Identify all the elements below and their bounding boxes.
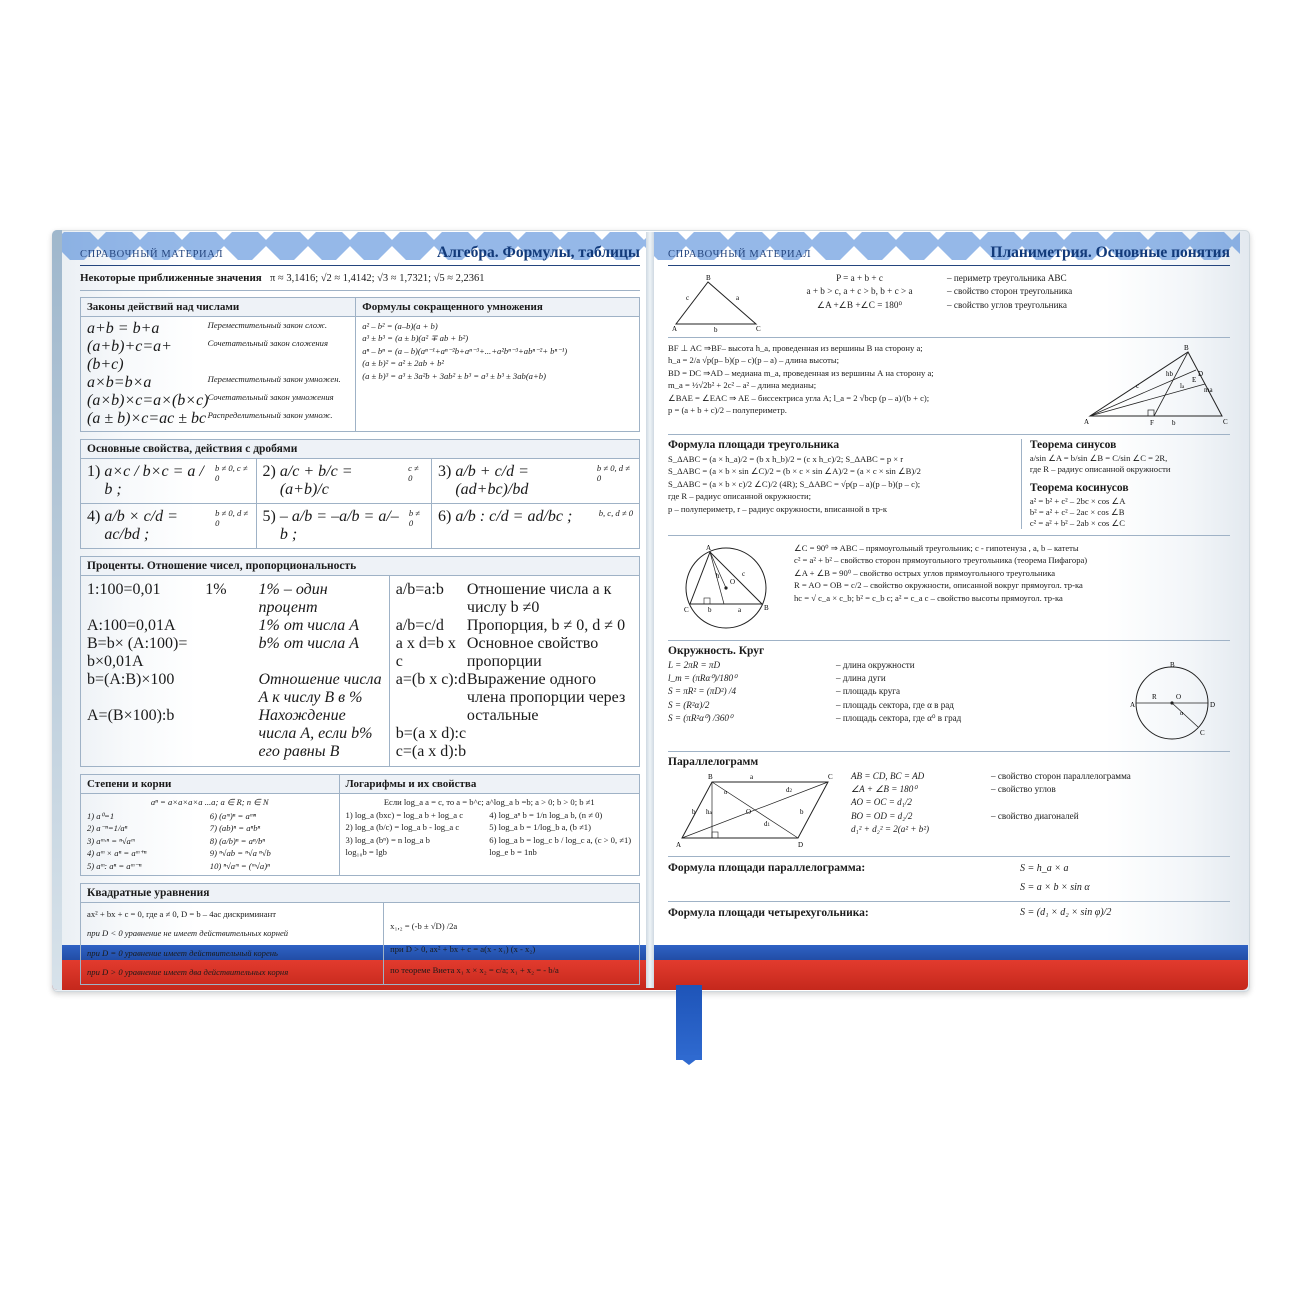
approx-title: Некоторые приближенные значения bbox=[80, 272, 262, 284]
power-row: 7) (ab)ⁿ = aⁿbⁿ bbox=[209, 823, 261, 834]
proportion-formula: a=(b x c):d bbox=[395, 670, 467, 688]
logs-block bbox=[340, 794, 639, 875]
spine bbox=[646, 232, 654, 988]
svg-text:E: E bbox=[1192, 376, 1197, 384]
area-quad-row: S = (d₁ × d₂ × sin φ)/2 bbox=[1020, 907, 1112, 918]
log-row: 1) log_a (bxc) = log_a b + log_a c bbox=[345, 809, 464, 820]
right-triangle-row: hc = √ c_a × c_b; b² = c_b c; a² = c_a c – свойство высоты прямоугол. тр-ка bbox=[794, 592, 1063, 603]
fraction-item bbox=[81, 504, 257, 548]
parallelogram-row bbox=[851, 783, 1230, 796]
right-triangle-row: ∠C = 90⁰ ⇒ ABC – прямоугольный треугольник; с - гипотенуза , a, b – катеты bbox=[794, 543, 1079, 553]
proportion-desc: Выражение одного члена пропорции через остальные bbox=[466, 670, 626, 724]
proportion-row bbox=[396, 617, 633, 635]
fraction-formula: – a/b = –a/b = a/–b ; bbox=[279, 507, 399, 543]
svg-text:B: B bbox=[708, 773, 713, 781]
logs-left-list bbox=[346, 809, 490, 859]
fraction-number: 3) bbox=[438, 462, 452, 480]
parallelogram-figure bbox=[668, 770, 843, 850]
svg-text:ha: ha bbox=[706, 808, 712, 816]
laws-row bbox=[87, 374, 349, 392]
powers-note: aⁿ = a×a×a×a ...a; a ∈ R; n ∈ N bbox=[150, 796, 269, 807]
circle-row bbox=[668, 699, 1106, 712]
percents-row bbox=[87, 707, 383, 761]
percent-value bbox=[205, 617, 258, 635]
height-row: ∠BAE = ∠EAC ⇒ AE – биссектриса угла A; l_a = 2 √bcp (p – a)/(b + c); bbox=[668, 392, 930, 403]
svg-text:hb: hb bbox=[1166, 370, 1173, 378]
svg-text:C: C bbox=[1200, 729, 1205, 737]
parallelogram-block bbox=[668, 751, 1230, 850]
percents-right-list bbox=[390, 576, 639, 766]
fractions-title: Основные свойства, действия с дробями bbox=[81, 440, 639, 459]
quadratic-title: Квадратные уравнения bbox=[81, 884, 639, 903]
fraction-item bbox=[81, 459, 257, 503]
svg-text:C: C bbox=[684, 606, 689, 614]
powers-left-list bbox=[87, 810, 210, 872]
circle-desc: – площадь сектора, где α в рад bbox=[836, 699, 954, 710]
svg-text:B: B bbox=[1170, 661, 1175, 669]
svg-text:A: A bbox=[676, 841, 682, 849]
approx-value: π ≈ 3,1416; √2 ≈ 1,4142; √3 ≈ 1,7321; √5 ≈ 2,2361 bbox=[270, 273, 485, 285]
left-page-header bbox=[80, 244, 640, 266]
log-row: 4) log_aⁿ b = 1/n log_a b, (n ≠ 0) bbox=[489, 809, 603, 820]
svg-text:α: α bbox=[724, 790, 728, 796]
laws-title: Законы действий над числами bbox=[81, 298, 356, 316]
percent-desc: 1% – один процент bbox=[258, 580, 328, 616]
parallelogram-row bbox=[851, 823, 1230, 836]
circle-row bbox=[668, 659, 1106, 672]
fraction-formula: a/b × c/d = ac/bd ; bbox=[104, 507, 178, 543]
short-mult-row: a³ ± b³ = (a ± b)(a² ∓ ab + b²) bbox=[362, 333, 469, 344]
triangle-basic-row bbox=[772, 299, 1230, 312]
proportion-row bbox=[396, 743, 633, 761]
percent-value: 1% bbox=[205, 580, 227, 598]
circle-formula: L = 2πR = πD bbox=[668, 660, 721, 670]
circle-formula: l_m = (πRα⁰)/180⁰ bbox=[668, 673, 737, 684]
law-desc: Сочетательный закон умножения bbox=[207, 391, 334, 402]
laws-and-short-mult-section bbox=[80, 297, 640, 432]
power-row: 8) (a/b)ⁿ = aⁿ/bⁿ bbox=[209, 835, 265, 846]
fraction-condition: b ≠ 0, d ≠ 0 bbox=[215, 507, 249, 528]
height-row: p = (a + b + c)/2 – полупериметр. bbox=[668, 405, 787, 416]
svg-text:d2: d2 bbox=[786, 786, 792, 794]
area-row: где R – радиус описанной окружности; bbox=[668, 491, 812, 502]
percents-section bbox=[80, 556, 640, 767]
power-row: 3) aᵐ·ⁿ = ⁿ√aᵐ bbox=[87, 835, 135, 846]
proportion-row bbox=[396, 725, 633, 743]
right-triangle-figure bbox=[668, 542, 786, 634]
svg-text:O: O bbox=[730, 578, 736, 586]
svg-text:la: la bbox=[1180, 382, 1185, 390]
svg-text:h: h bbox=[716, 572, 720, 580]
area-row: S_ΔABC = (a × h_a)/2 = (b x h_b)/2 = (c x h_c)/2; S_ΔABC = p × r bbox=[668, 454, 904, 464]
circle-desc: – площадь круга bbox=[836, 686, 901, 697]
sine-theorem-row: a/sin ∠A = b/sin ∠B = C/sin ∠C = 2R, bbox=[1029, 453, 1168, 463]
proportion-formula: a/b=c/d bbox=[395, 616, 444, 634]
laws-row bbox=[87, 338, 349, 374]
triangle-desc: – свойство углов треугольника bbox=[947, 299, 1067, 310]
quadratic-row: при D < 0 уравнение не имеет действительных корней bbox=[87, 928, 289, 939]
power-row: 9) ⁿ√ab = ⁿ√a ⁿ√b bbox=[209, 848, 271, 859]
height-row: m_a = ½√2b² + 2c² – a² – длина медианы; bbox=[668, 380, 817, 391]
left-page bbox=[80, 244, 640, 978]
triangle-basic-row bbox=[772, 285, 1230, 298]
proportion-desc bbox=[467, 743, 633, 761]
short-mult-list bbox=[356, 317, 639, 431]
area-quad-block bbox=[668, 901, 1230, 919]
laws-list bbox=[81, 317, 356, 431]
laws-row bbox=[87, 392, 349, 410]
svg-text:B: B bbox=[764, 604, 769, 612]
right-triangle-row: c² = a² + b² – свойство сторон прямоугольного треугольника (теорема Пифагора) bbox=[794, 555, 1088, 566]
circle-title: Окружность. Круг bbox=[668, 645, 765, 657]
law-formula: (a+b)+c=a+(b+c) bbox=[87, 337, 172, 373]
right-header-label: СПРАВОЧНЫЙ МАТЕРИАЛ bbox=[668, 249, 812, 260]
svg-text:C: C bbox=[828, 773, 833, 781]
percent-formula: B=b× (A:100)= b×0,01A bbox=[87, 634, 188, 670]
powers-logs-section bbox=[80, 774, 640, 876]
percent-desc: b% от числа А bbox=[258, 634, 360, 652]
percents-row bbox=[87, 671, 383, 707]
svg-text:c: c bbox=[742, 570, 746, 578]
svg-text:a: a bbox=[750, 773, 754, 781]
circle-row bbox=[668, 685, 1106, 698]
circle-desc: – длина дуги bbox=[836, 673, 886, 684]
triangle-formula: a + b > c, a + c > b, b + c > a bbox=[806, 286, 913, 297]
svg-text:b: b bbox=[714, 326, 718, 332]
right-header-title: Планиметрия. Основные понятия bbox=[990, 244, 1230, 261]
triangle-basics-block bbox=[668, 272, 1230, 332]
proportion-desc: Отношение числа а к числу b ≠0 bbox=[466, 580, 612, 616]
fractions-section bbox=[80, 439, 640, 549]
fraction-formula: a/b + c/d = (ad+bc)/bd bbox=[455, 462, 529, 498]
proportion-desc bbox=[467, 725, 633, 743]
parallelogram-formula: AB = CD, BC = AD bbox=[851, 771, 925, 781]
fraction-condition: c ≠ 0 bbox=[408, 462, 419, 483]
power-row: 4) aᵐ × aⁿ = aᵐ⁺ⁿ bbox=[87, 848, 147, 859]
power-row: 10) ⁿ√aᵐ = (ᵐ√a)ⁿ bbox=[209, 860, 270, 871]
fraction-formula: a×c / b×c = a / b ; bbox=[104, 462, 204, 498]
triangle-desc: – свойство сторон треугольника bbox=[947, 286, 1073, 297]
svg-text:B: B bbox=[1184, 344, 1189, 352]
powers-right-list bbox=[210, 810, 333, 872]
parallelogram-row bbox=[851, 796, 1230, 809]
heights-block bbox=[668, 342, 1230, 428]
fraction-number: 2) bbox=[262, 462, 276, 480]
power-row: 1) a⁰=1 bbox=[87, 810, 115, 821]
right-triangle-row: ∠A + ∠B = 90⁰ – свойство острых углов прямоугольного треугольника bbox=[794, 567, 1056, 578]
area-par-row: S = a × b × sin α bbox=[1020, 881, 1090, 893]
log-row: log_e b = 1nb bbox=[489, 847, 537, 858]
parallelogram-formula: d₁² + d₂² = 2(a² + b²) bbox=[851, 823, 930, 834]
log-row: 5) log_a b = 1/log_b a, (b ≠1) bbox=[489, 822, 591, 833]
proportion-formula: a/b=a:b bbox=[395, 580, 444, 598]
parallelogram-desc bbox=[991, 796, 1230, 809]
quadratic-row: при D > 0, ax² + bx + c = a(x - x₁) (x - x₂) bbox=[390, 944, 536, 955]
parallelogram-row bbox=[851, 810, 1230, 823]
laws-row bbox=[87, 410, 349, 428]
area-row: p – полупериметр, r – радиус окружности, вписанной в тр-к bbox=[668, 503, 888, 514]
quadratic-right bbox=[384, 903, 639, 984]
circle-desc: – площадь сектора, где α⁰ в град bbox=[836, 712, 962, 723]
svg-text:C: C bbox=[1223, 418, 1228, 426]
parallelogram-desc bbox=[991, 823, 1230, 836]
svg-text:A: A bbox=[706, 544, 712, 552]
svg-text:α: α bbox=[1180, 711, 1184, 717]
fraction-item bbox=[432, 504, 639, 548]
triangle-formula: P = a + b + c bbox=[836, 273, 883, 283]
right-triangle-row: R = AO = OB = c/2 – свойство окружности, описанной вокруг прямоугол. тр-ка bbox=[794, 580, 1083, 591]
proportion-desc: Пропорция, b ≠ 0, d ≠ 0 bbox=[466, 616, 626, 634]
proportion-formula: b=(a x d):c bbox=[395, 724, 467, 742]
area-par-title: Формула площади параллелограмма: bbox=[668, 862, 866, 874]
short-mult-title: Формулы сокращенного умножения bbox=[362, 300, 543, 313]
triangle-desc: – периметр треугольника АВС bbox=[947, 273, 1067, 283]
laws-row bbox=[87, 320, 349, 338]
law-desc: Распределительный закон умнож. bbox=[207, 409, 333, 420]
fraction-condition: b ≠ 0, c ≠ 0 bbox=[215, 462, 248, 483]
quadratic-row: при D > 0 уравнение имеет два действительных корня bbox=[87, 967, 289, 978]
left-header-title: Алгебра. Формулы, таблицы bbox=[437, 244, 640, 261]
circle-row bbox=[668, 672, 1106, 685]
svg-text:D: D bbox=[798, 841, 804, 849]
percents-row bbox=[87, 581, 383, 617]
cosine-theorem-title: Теорема косинусов bbox=[1029, 482, 1129, 494]
area-row: S_ΔABC = (a × b × c)/2 ∠C)/2 (4R); S_ΔABC = √p(p – a)(p – b)(p – c); bbox=[668, 478, 921, 489]
approx-values-row bbox=[80, 268, 640, 291]
fraction-condition: b ≠ 0, d ≠ 0 bbox=[596, 462, 630, 483]
percent-value bbox=[205, 671, 258, 707]
log-row: 6) log_a b = log_c b / log_c a, (c > 0, ≠1) bbox=[489, 834, 632, 845]
svg-text:C: C bbox=[756, 325, 761, 332]
area-quad-title: Формула площади четырехугольника: bbox=[668, 907, 869, 919]
law-formula: a+b = b+a bbox=[87, 319, 160, 337]
circle-formula: S = (πR²α⁰) /360⁰ bbox=[668, 712, 733, 723]
proportion-desc: Основное свойство пропорции bbox=[466, 634, 599, 670]
svg-text:O: O bbox=[1176, 693, 1182, 701]
svg-text:b: b bbox=[1172, 419, 1176, 427]
parallelogram-formula: ∠A + ∠B = 180⁰ bbox=[851, 784, 917, 795]
svg-text:O: O bbox=[746, 808, 752, 816]
percent-formula: A:100=0,01A bbox=[87, 616, 176, 634]
cosine-theorem-row: b² = a² + c² – 2ac × cos ∠B bbox=[1029, 507, 1125, 517]
svg-text:D: D bbox=[1210, 701, 1216, 709]
percent-value bbox=[205, 707, 258, 761]
short-mult-row: (a ± b)² = a² ± 2ab + b² bbox=[362, 358, 444, 369]
svg-text:A: A bbox=[672, 325, 678, 332]
log-row: 2) log_a (b/c) = log_a b - log_a c bbox=[345, 822, 460, 833]
fraction-number: 5) bbox=[262, 507, 276, 525]
fraction-item bbox=[257, 459, 433, 503]
quadratic-row: x₁,₂ = (-b ± √D) /2a bbox=[390, 921, 458, 932]
law-desc: Переместительный закон умножен. bbox=[207, 373, 341, 384]
svg-text:c: c bbox=[686, 294, 690, 302]
percent-formula: b=(A:B)×100 bbox=[87, 670, 175, 688]
svg-text:B: B bbox=[706, 274, 711, 282]
proportion-row bbox=[396, 635, 633, 671]
svg-text:c: c bbox=[1136, 382, 1140, 390]
percents-row bbox=[87, 617, 383, 635]
circle-figure bbox=[1114, 659, 1230, 745]
svg-text:R: R bbox=[1152, 693, 1157, 701]
svg-text:ma: ma bbox=[1204, 386, 1213, 394]
right-triangle-block bbox=[668, 535, 1230, 634]
short-mult-row: aⁿ – bⁿ = (a – b)(aⁿ⁻¹+aⁿ⁻²b+aⁿ⁻³+...+a²bⁿ⁻³+abⁿ⁻²+ bⁿ⁻¹) bbox=[362, 345, 568, 356]
parallelogram-formula: AO = OC = d₁/2 bbox=[851, 797, 912, 808]
power-row: 5) aᵐ: aⁿ = aᵐ⁻ⁿ bbox=[87, 860, 142, 871]
parallelogram-formula: BO = OD = d₂/2 bbox=[851, 810, 913, 821]
log-row: log₁₀b = lgb bbox=[345, 847, 387, 858]
left-edge bbox=[52, 230, 62, 990]
powers-block bbox=[81, 794, 340, 875]
percent-desc: Нахождение числа А, если b% его равны В bbox=[258, 706, 373, 760]
percent-value bbox=[205, 635, 258, 671]
law-desc: Сочетательный закон сложения bbox=[207, 337, 328, 348]
percents-title: Проценты. Отношение чисел, пропорциональность bbox=[81, 557, 639, 576]
percent-formula: 1:100=0,01 bbox=[87, 580, 161, 598]
area-formula-title: Формула площади треугольника bbox=[668, 439, 840, 451]
law-formula: (a×b)×c=a×(b×c) bbox=[87, 391, 209, 409]
law-formula: a×b=b×a bbox=[87, 373, 152, 391]
circle-row bbox=[668, 712, 1106, 725]
fraction-formula: a/c + b/c = (a+b)/c bbox=[279, 462, 353, 498]
proportion-formula: c=(a x d):b bbox=[395, 742, 467, 760]
parallelogram-desc: – свойство сторон параллелограмма bbox=[991, 771, 1131, 781]
logs-right-list bbox=[489, 809, 633, 859]
right-page bbox=[668, 244, 1230, 974]
short-mult-row: a² – b² = (a–b)(a + b) bbox=[362, 320, 438, 331]
logs-title: Логарифмы и их свойства bbox=[345, 777, 477, 790]
quadratic-row: по теореме Виета x₁ x × x₂ = c/a; x₁ + x₂ = - b/a bbox=[390, 964, 559, 975]
parallelogram-title: Параллелограмм bbox=[668, 756, 759, 768]
fraction-item bbox=[432, 459, 639, 503]
svg-text:D: D bbox=[1198, 370, 1204, 378]
area-parallelogram-block bbox=[668, 856, 1230, 895]
circle-block bbox=[668, 640, 1230, 745]
quadratic-row: при D = 0 уравнение имеет действительный корень bbox=[87, 947, 278, 958]
quadratic-section bbox=[80, 883, 640, 985]
svg-text:F: F bbox=[1150, 419, 1154, 427]
percent-desc: Отношение числа А к числу В в % bbox=[258, 670, 382, 706]
fraction-number: 6) bbox=[438, 507, 452, 525]
fraction-number: 4) bbox=[87, 507, 101, 525]
bookmark-ribbon bbox=[676, 985, 702, 1060]
triangle-figure bbox=[668, 272, 764, 332]
fraction-item bbox=[257, 504, 433, 548]
triangle-basic-row bbox=[772, 272, 1230, 285]
height-row: BF ⊥ AC ⇒BF– высота h_a, проведенная из вершины В на сторону a; bbox=[668, 343, 923, 353]
fraction-formula: a/b : c/d = ad/bc ; bbox=[455, 507, 573, 525]
logs-note: Если log_a a = c, то a = b^c; a^log_a b =b; a > 0; b > 0; b ≠1 bbox=[383, 796, 595, 807]
quadratic-left bbox=[81, 903, 384, 984]
cosine-theorem-row: a² = b² + c² – 2bc × cos ∠A bbox=[1029, 496, 1126, 506]
height-row: BD = DC ⇒AD – медиана m_a, проведенная из вершины А на сторону a; bbox=[668, 367, 934, 378]
percents-left-list bbox=[81, 576, 390, 766]
sine-theorem-row: где R – радиус описанной окружности bbox=[1029, 464, 1171, 474]
parallelogram-row bbox=[851, 770, 1230, 783]
percents-row bbox=[87, 635, 383, 671]
svg-text:b: b bbox=[800, 808, 804, 816]
percent-formula: A=(B×100):b bbox=[87, 706, 175, 724]
parallelogram-desc: – свойство углов bbox=[991, 784, 1056, 795]
circle-desc: – длина окружности bbox=[836, 660, 915, 670]
svg-text:a: a bbox=[738, 606, 742, 614]
law-desc: Переместительный закон слож. bbox=[207, 319, 327, 330]
fraction-number: 1) bbox=[87, 462, 101, 480]
triangle-formula: ∠A +∠B +∠C = 180⁰ bbox=[816, 299, 903, 310]
circle-formula: S = πR² = (πD²) /4 bbox=[668, 686, 737, 697]
proportion-row bbox=[396, 581, 633, 617]
svg-text:A: A bbox=[1084, 418, 1090, 426]
quadratic-row: ax² + bx + c = 0, где a ≠ 0, D = b – 4ac дискриминант bbox=[87, 909, 276, 920]
svg-text:b: b bbox=[692, 808, 696, 816]
area-theorems-block bbox=[668, 434, 1230, 529]
circle-formula: S = (R²α)/2 bbox=[668, 699, 710, 710]
area-par-row: S = h_a × a bbox=[1020, 863, 1069, 874]
parallelogram-desc: – свойство диагоналей bbox=[991, 810, 1079, 821]
svg-text:A: A bbox=[1130, 701, 1136, 709]
fraction-condition: b, c, d ≠ 0 bbox=[598, 507, 633, 518]
sine-theorem-title: Теорема синусов bbox=[1029, 439, 1117, 451]
area-row: S_ΔABC = (a × b × sin ∠C)/2 = (b × c × sin ∠A)/2 = (a × c × sin ∠B)/2 bbox=[668, 466, 921, 477]
fraction-condition: b ≠ 0 bbox=[408, 507, 421, 528]
right-page-header bbox=[668, 244, 1230, 266]
svg-text:d1: d1 bbox=[764, 820, 770, 828]
height-row: h_a = 2/a √p(p– b)(p – c)(p – a) – длина высоты; bbox=[668, 355, 839, 366]
median-bisector-figure bbox=[1080, 342, 1230, 428]
cosine-theorem-row: c² = a² + b² – 2ab × cos ∠C bbox=[1029, 518, 1125, 528]
log-row: 3) log_a (bⁿ) = n log_a b bbox=[345, 834, 430, 845]
short-mult-row: (a ± b)³ = a³ ± 3a²b + 3ab² ± b³ = a³ ± b³ ± 3ab(a+b) bbox=[362, 370, 546, 381]
proportion-row bbox=[396, 671, 633, 725]
proportion-formula: a x d=b x c bbox=[395, 634, 456, 670]
power-row: 6) (aᵐ)ⁿ = aᵐⁿ bbox=[209, 810, 257, 821]
law-formula: (a ± b)×c=ac ± bc bbox=[87, 409, 207, 427]
svg-text:b: b bbox=[708, 606, 712, 614]
powers-title: Степени и корни bbox=[81, 775, 340, 793]
svg-text:a: a bbox=[736, 294, 740, 302]
left-header-label: СПРАВОЧНЫЙ МАТЕРИАЛ bbox=[80, 249, 224, 260]
power-row: 2) a⁻ⁿ=1/aⁿ bbox=[87, 823, 128, 834]
percent-desc: 1% от числа А bbox=[258, 616, 360, 634]
